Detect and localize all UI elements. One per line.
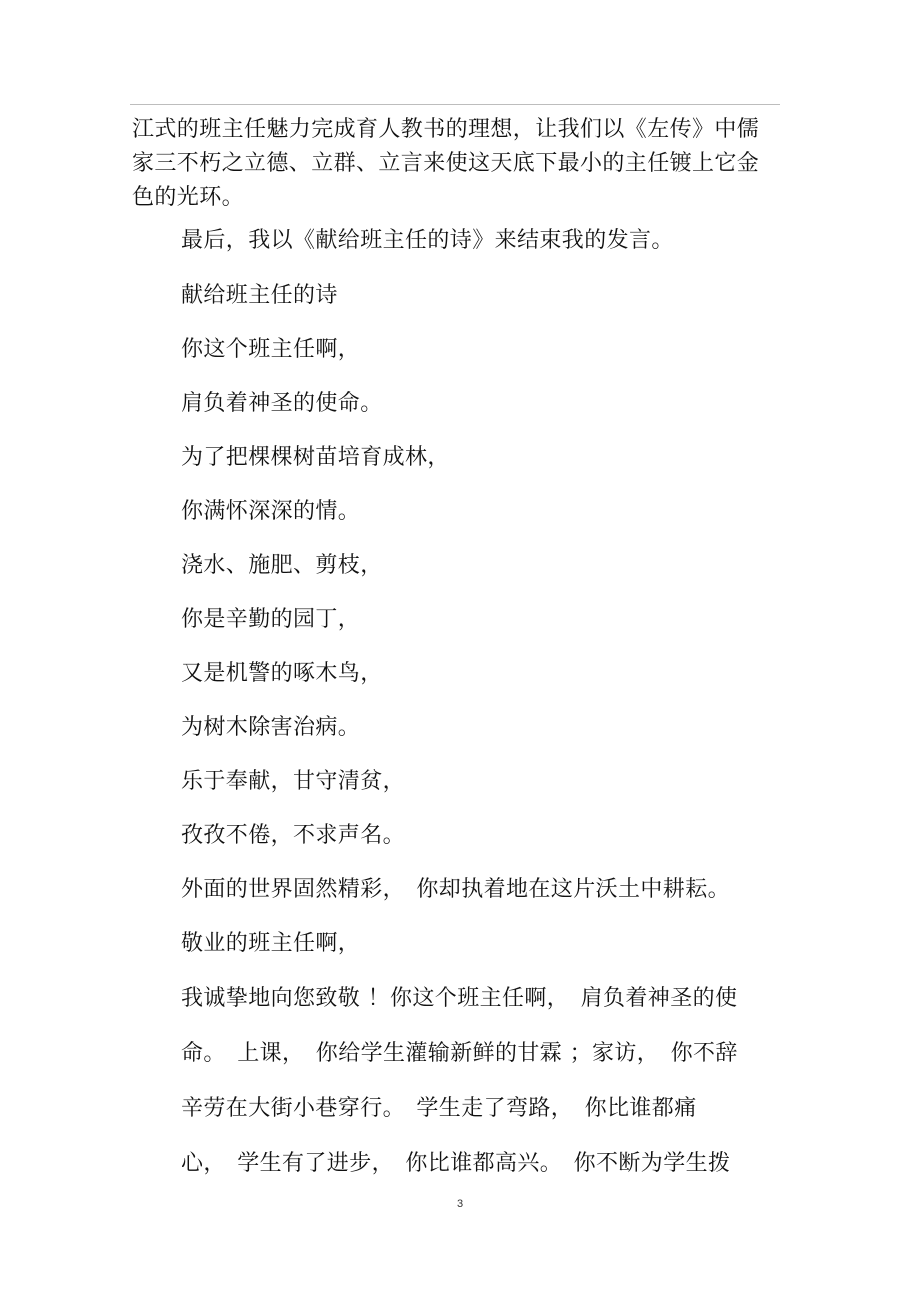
poem-line: 孜孜不倦，不求声名。 (181, 823, 406, 848)
poem-line: 你这个班主任啊， (181, 337, 361, 362)
poem-line: 肩负着神圣的使命。 (181, 391, 383, 416)
poem-title: 献给班主任的诗 (181, 283, 338, 308)
poem-line: 你满怀深深的情。 (181, 499, 361, 524)
poem-line: 又是机警的啄木鸟， (181, 661, 383, 686)
poem-line: 为了把棵棵树苗培育成林， (181, 445, 450, 470)
page-number: 3 (456, 1198, 464, 1210)
prose-line: 命。 上课， 你给学生灌输新鲜的甘霖 ；家访， 你不辞 (181, 1041, 738, 1066)
prose-line: 心， 学生有了进步， 你比谁都高兴。 你不断为学生拨 (181, 1151, 731, 1176)
prose-line: 辛劳在大街小巷穿行。 学生走了弯路， 你比谁都痛 (181, 1096, 697, 1121)
poem-line: 浇水、施肥、剪枝， (181, 553, 383, 578)
poem-line: 你是辛勤的园丁， (181, 607, 361, 632)
poem-line: 外面的世界固然精彩， 你却执着地在这片沃土中耕耘。 (181, 877, 731, 902)
poem-line: 为树木除害治病。 (181, 715, 361, 740)
poem-line: 乐于奉献，甘守清贫， (181, 769, 406, 794)
header-rule (130, 104, 780, 105)
closing-statement: 最后，我以《献给班主任的诗》来结束我的发言。 (181, 228, 674, 253)
prose-line: 我诚挚地向您致敬 ！你这个班主任啊， 肩负着神圣的使 (181, 986, 738, 1011)
poem-line: 敬业的班主任啊， (181, 931, 361, 956)
intro-paragraph: 江式的班主任魅力完成育人教书的理想，让我们以《左传》中儒家三不朽之立德、立群、立言来使这天底下最小的主任镀上它金色的光环。 (132, 117, 760, 210)
